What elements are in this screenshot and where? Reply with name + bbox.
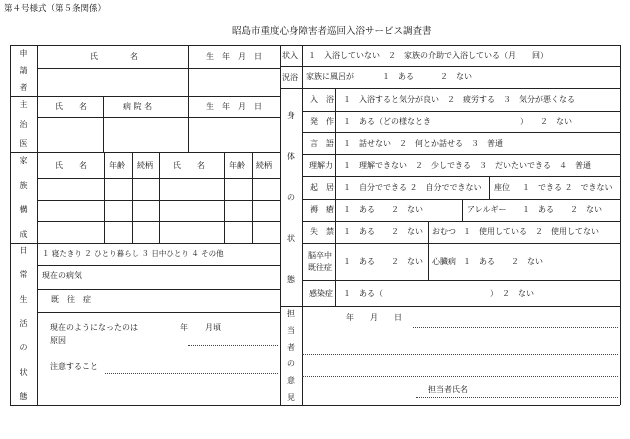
mobility-label: 起 居 xyxy=(310,183,334,192)
opinion-text-field[interactable] xyxy=(303,330,619,385)
allergy-options: １ ある ２ ない xyxy=(522,205,602,214)
staff-opinion-section-label: 担 当 者 の 意 見 xyxy=(287,309,295,402)
staff-name-field[interactable] xyxy=(470,383,618,397)
onset-label: 現在のようになったのは xyxy=(50,323,138,332)
sitting-label: 座位 xyxy=(494,183,510,192)
onset-month-label: 月頃 xyxy=(205,323,221,332)
family-relation-header-2: 続柄 xyxy=(256,161,272,170)
hospital-name-field[interactable] xyxy=(104,118,187,151)
applicant-section-label: 申 請 者 xyxy=(19,49,28,92)
home-bath-option-yes: １ ある xyxy=(382,72,414,81)
speech-label: 言 語 xyxy=(310,139,334,148)
onset-year-label: 年 xyxy=(180,323,188,332)
diaper-label: おむつ xyxy=(432,227,456,236)
family-age-header: 年齢 xyxy=(109,161,125,170)
applicant-birthdate-field[interactable] xyxy=(189,69,279,95)
heart-disease-options: １ ある ２ ない xyxy=(463,257,543,266)
notes-label: 注意すること xyxy=(50,362,98,371)
body-condition-section-label: 身 体 の 状 態 xyxy=(287,111,295,284)
family-age-header-2: 年齢 xyxy=(229,161,245,170)
diaper-options: １ 使用している ２ 使用してない xyxy=(463,227,599,236)
bath-condition-label: 況浴 xyxy=(282,73,298,82)
doctor-name-label: 氏 名 xyxy=(55,102,87,111)
stroke-history-label-line1: 脳卒中 xyxy=(308,251,332,260)
seizure-label: 発 作 xyxy=(310,117,334,126)
sitting-options: １ できる ２ できない xyxy=(522,183,613,192)
staff-name-label: 担当者氏名 xyxy=(428,385,468,394)
family-name-header: 氏 名 xyxy=(55,161,87,170)
medical-history-label: 既 往 症 xyxy=(51,295,91,304)
bath-status-label: 状入 xyxy=(282,51,298,60)
applicant-name-label: 氏 名 xyxy=(90,52,138,61)
cause-label: 原因 xyxy=(50,336,66,345)
comprehension-label: 理解力 xyxy=(309,161,333,170)
infection-options-end: ） ２ ない xyxy=(490,289,534,298)
doctor-birthdate-field[interactable] xyxy=(189,118,279,151)
form-title: 昭島市重度心身障害者巡回入浴サービス調査書 xyxy=(232,26,432,37)
bathing-options: １ 入浴すると気分が良い ２ 疲労する ３ 気分が悪くなる xyxy=(343,95,575,104)
incontinence-options: １ ある ２ ない xyxy=(343,227,423,236)
seizure-options-end: ） ２ ない xyxy=(520,117,572,126)
daily-life-section-label: 日 常 生 活 の 状 態 xyxy=(19,246,28,401)
allergy-label: アレルギー xyxy=(467,205,507,214)
form-number-label: 第４号様式（第５条関係） xyxy=(4,4,107,14)
stroke-history-label-line2: 既往症 xyxy=(308,263,332,272)
applicant-name-field[interactable] xyxy=(38,69,187,95)
pressure-sore-options: １ ある ２ ない xyxy=(343,205,423,214)
bath-status-options: １ 入浴していない ２ 家族の介助で入浴している（月 回） xyxy=(308,51,548,60)
current-illness-label: 現在の病気 xyxy=(42,271,82,280)
family-name-header-2: 氏 名 xyxy=(173,161,205,170)
doctor-birthdate-label: 生 年 月 日 xyxy=(206,102,262,111)
stroke-history-options: １ ある ２ ない xyxy=(343,257,423,266)
comprehension-options: １ 理解できない ２ 少しできる ３ だいたいできる ４ 普通 xyxy=(343,161,591,170)
seizure-options: １ ある（どの様なとき xyxy=(343,117,431,126)
speech-options: １ 話せない ２ 何とか話せる ３ 普通 xyxy=(343,139,503,148)
infection-options: １ ある（ xyxy=(343,289,383,298)
applicant-birthdate-label: 生 年 月 日 xyxy=(206,52,262,61)
family-section-label: 家 族 構 成 xyxy=(19,156,28,239)
hospital-name-label: 病 院 名 xyxy=(123,102,153,111)
pressure-sore-label: 褥 瘡 xyxy=(310,205,334,214)
infection-label: 感染症 xyxy=(309,289,333,298)
living-situation-options: １ 寝たきり ２ ひとり暮らし ３ 日中ひとり ４ その他 xyxy=(42,249,224,258)
opinion-date-label: 年 月 日 xyxy=(346,313,402,322)
home-bath-option-no: ２ ない xyxy=(440,72,472,81)
incontinence-label: 失 禁 xyxy=(310,227,334,236)
doctor-section-label: 主 治 医 xyxy=(19,100,28,148)
family-relation-header: 続柄 xyxy=(137,161,153,170)
home-bath-label: 家族に風呂が xyxy=(306,72,354,81)
heart-disease-label: 心臓病 xyxy=(432,257,456,266)
mobility-options: １ 自分でできる ２ 自分でできない xyxy=(343,183,482,192)
bathing-label: 入 浴 xyxy=(310,95,334,104)
doctor-name-field[interactable] xyxy=(38,118,102,151)
